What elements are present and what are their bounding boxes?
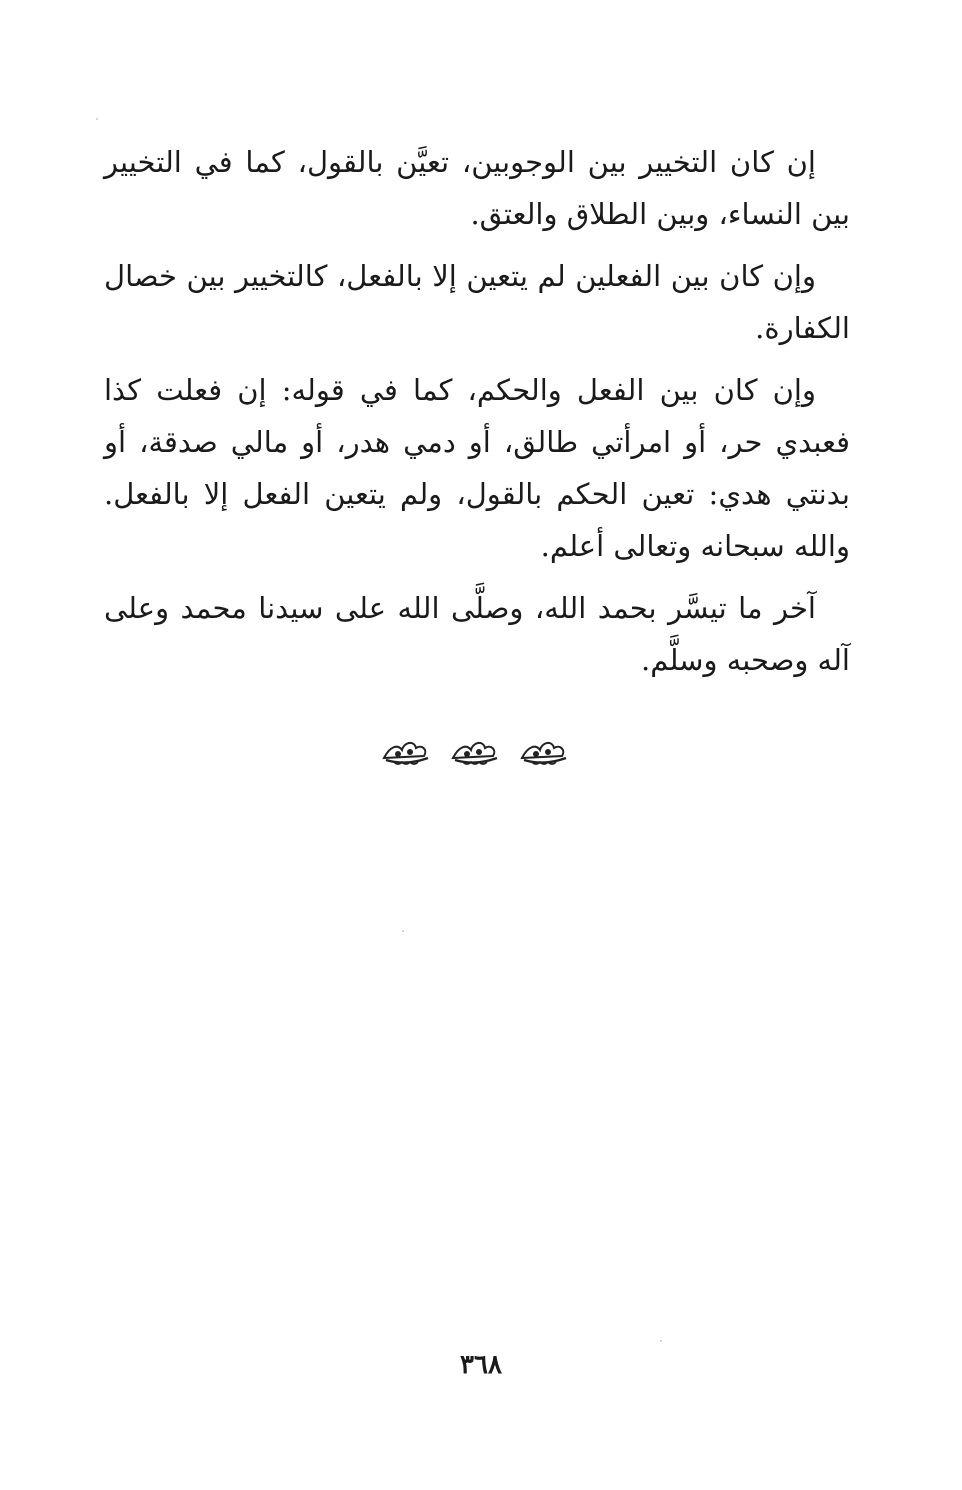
page-number: ٣٦٨ (460, 1350, 502, 1380)
section-end-ornament (380, 732, 570, 772)
flourish-icon (449, 736, 501, 768)
paragraph-2: وإن كان بين الفعلين لم يتعين إلا بالفعل، كالتخيير بين خصال الكفارة. (104, 259, 850, 345)
paragraph-1: إن كان التخيير بين الوجوبين، تعيَّن بالقول، كما في التخيير بين النساء، وبين الطلاق والعتق. (104, 145, 850, 231)
flourish-icon (518, 736, 570, 768)
flourish-icon (380, 736, 432, 768)
paragraph-4: آخر ما تيسَّر بحمد الله، وصلَّى الله على سيدنا محمد وعلى آله وصحبه وسلَّم. (104, 591, 850, 677)
paragraph-3: وإن كان بين الفعل والحكم، كما في قوله: إن فعلت كذا فعبدي حر، أو امرأتي طالق، أو دمي هدر، أو مالي صدقة، أو بدنتي هدي: تعين الحكم بالقول، ولم يتعين الفعل إلا بالفعل. والله سبحانه وتعالى أعلم. (104, 373, 850, 563)
body-text (104, 136, 850, 696)
scan-speck (660, 1340, 662, 1342)
scan-speck (402, 930, 404, 932)
scan-speck (96, 118, 98, 120)
